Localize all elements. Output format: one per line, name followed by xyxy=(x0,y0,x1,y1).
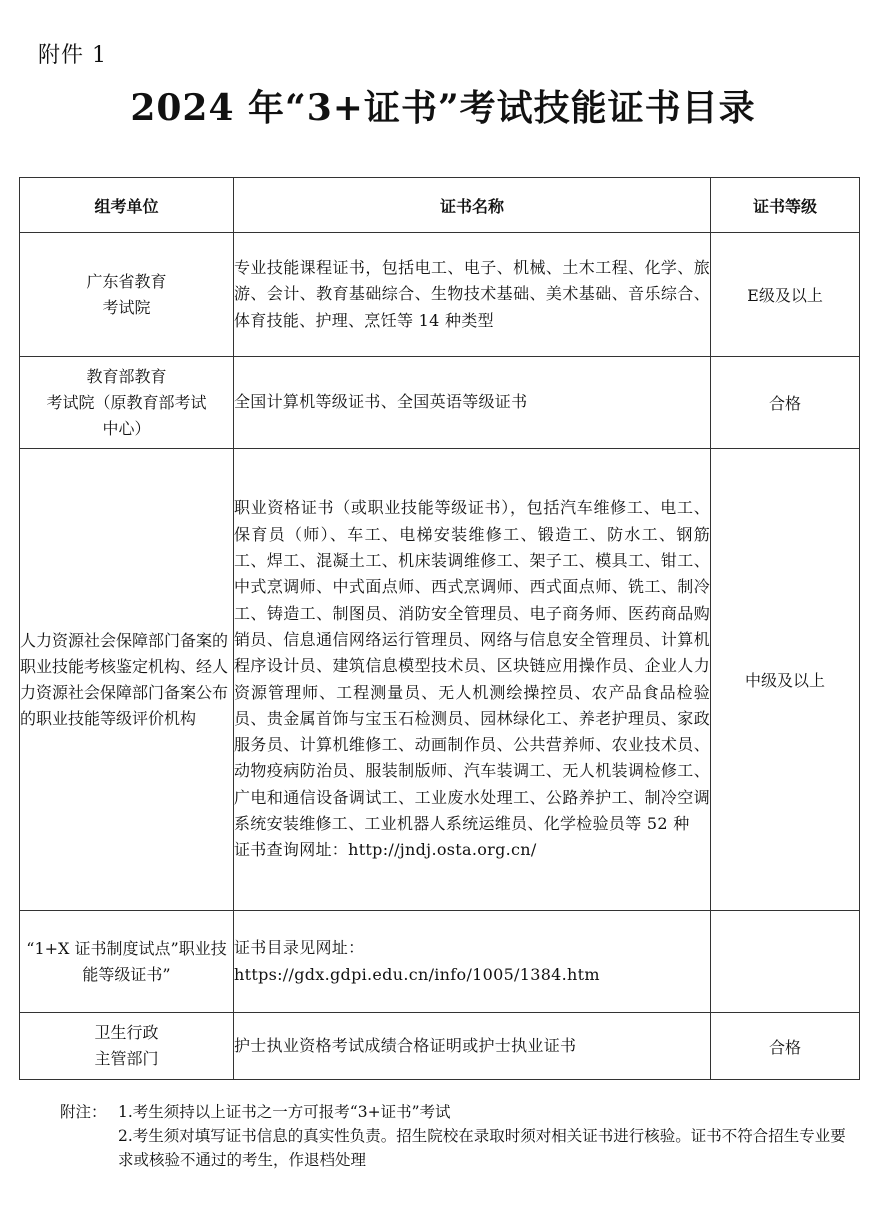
cert-name-text: 职业资格证书（或职业技能等级证书），包括汽车维修工、电工、保育员（师）、车工、电梯安装维修工、锻造工、防水工、钢筋工、焊工、混凝土工、机床装调维修工、架子工、模具工、钳工、中式烹调师、中式面点师、西式烹调师、西式面点师、铣工、制冷工、铸造工、制图员、消防安全管理员、电子商务师、医药商品购销员、信息通信网络运行管理员、网络与信息安全管理员、计算机程序设计员、建筑信息模型技术员、区块链应用操作员、企业人力资源管理师、工程测量员、无人机测绘操控员、农产品食品检验员、贵金属首饰与宝玉石检测员、园林绿化工、养老护理员、家政服务员、计算机维修工、动画制作员、公共营养师、农业技术员、动物疫病防治员、服装制版师、汽车装调工、无人机装调检修工、广电和通信设备调试工、工业废水处理工、公路养护工、制冷空调系统安装维修工、工业机器人系统运维员、化学检验员等 52 种 xyxy=(234,498,710,833)
cert-level-cell xyxy=(711,911,860,1013)
cert-name-cell xyxy=(234,357,711,449)
cert-name-text: 证书目录见网址： xyxy=(234,938,365,958)
document-title: 2024 年“3+证书”考试技能证书目录 xyxy=(130,87,756,129)
table-row xyxy=(20,357,860,449)
table-row xyxy=(20,449,860,911)
table-row xyxy=(20,233,860,357)
cert-name-cell xyxy=(234,233,711,357)
notes-section xyxy=(60,1100,850,1172)
cert-name-cell xyxy=(234,449,711,911)
notes-label: 附注： xyxy=(60,1103,107,1121)
table-header-row xyxy=(20,178,860,233)
certificate-catalog-table xyxy=(19,177,860,1080)
cert-name-cell xyxy=(234,911,711,1013)
org-text: 人力资源社会保障部门备案的职业技能考核鉴定机构、经人力资源社会保障部门备案公布的职业技能等级评价机构 xyxy=(20,630,229,728)
org-text: “1+X 证书制度试点”职业技能等级证书” xyxy=(26,938,227,984)
header-cert-name: 证书名称 xyxy=(234,178,711,233)
cert-level-cell: 合格 xyxy=(711,1013,860,1080)
org-cell xyxy=(20,449,234,911)
cert-level-cell: 合格 xyxy=(711,357,860,449)
table-row xyxy=(20,1013,860,1080)
note-item xyxy=(60,1100,850,1124)
attachment-label: 附件 1 xyxy=(38,43,107,68)
org-cell xyxy=(20,1013,234,1080)
cert-name-text: 全国计算机等级证书、全国英语等级证书 xyxy=(234,392,528,412)
header-cert-level: 证书等级 xyxy=(711,178,860,233)
cert-query-url[interactable]: 证书查询网址：http://jndj.osta.org.cn/ xyxy=(234,840,537,860)
note-text: 2.考生须对填写证书信息的真实性负责。招生院校在录取时须对相关证书进行核验。证书不符合招生专业要求或核验不通过的考生，作退档处理 xyxy=(118,1127,846,1169)
note-item xyxy=(60,1124,850,1172)
cert-level-cell: 中级及以上 xyxy=(711,449,860,911)
org-cell xyxy=(20,911,234,1013)
cert-name-text: 专业技能课程证书，包括电工、电子、机械、土木工程、化学、旅游、会计、教育基础综合、生物技术基础、美术基础、音乐综合、体育技能、护理、烹饪等 14 种类型 xyxy=(234,258,710,330)
table-row xyxy=(20,911,860,1013)
org-text: 广东省教育 考试院 xyxy=(86,271,167,317)
header-org: 组考单位 xyxy=(20,178,234,233)
org-cell xyxy=(20,357,234,449)
org-cell xyxy=(20,233,234,357)
cert-name-text: 护士执业资格考试成绩合格证明或护士执业证书 xyxy=(234,1035,577,1055)
cert-name-cell xyxy=(234,1013,711,1080)
cert-catalog-url[interactable]: https://gdx.gdpi.edu.cn/info/1005/1384.htm xyxy=(234,964,600,984)
org-text: 卫生行政 主管部门 xyxy=(94,1023,159,1068)
cert-level-cell: E级及以上 xyxy=(711,233,860,357)
org-text: 教育部教育 考试院（原教育部考试 中心） xyxy=(46,366,207,438)
note-text: 1.考生须持以上证书之一方可报考“3+证书”考试 xyxy=(118,1103,451,1121)
